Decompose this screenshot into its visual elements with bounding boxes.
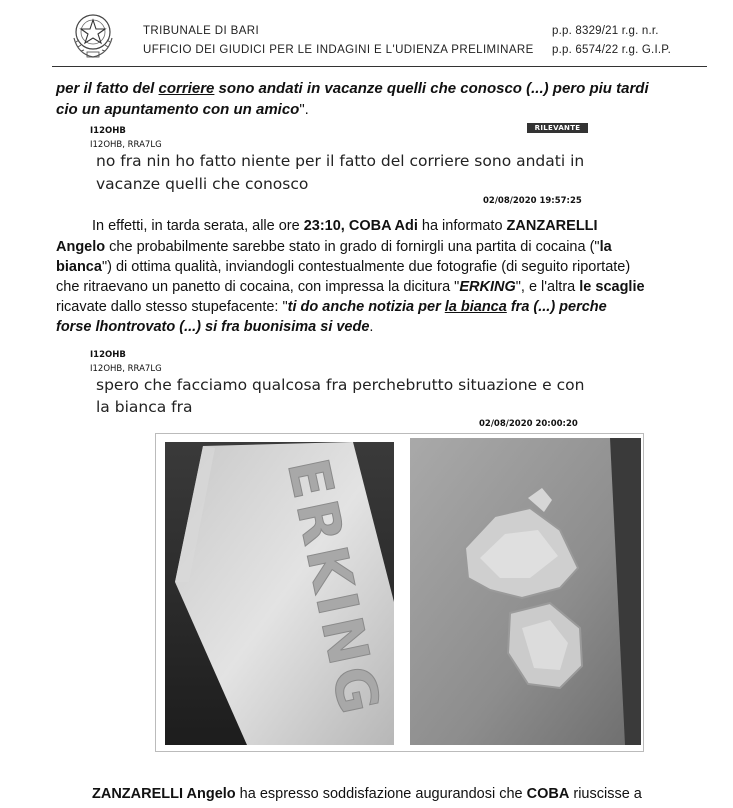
msg2-text-line-2: la bianca fra: [96, 398, 193, 416]
para1-line-1: In effetti, in tarda serata, alle ore 23:10, COBA Adi ha informato ZANZARELLI: [92, 218, 598, 234]
para1-line-3: bianca") di ottima qualità, inviandogli contestualmente due fotografie (di seguito riportate): [56, 259, 631, 275]
brick-image: [165, 442, 394, 745]
svg-text:ERKING: ERKING: [274, 453, 393, 724]
para1-line-5: ricavate dallo stesso stupefacente: "ti do anche notizia per la bianca fra (...) perche: [56, 299, 607, 315]
msg2-text-line-1: spero che facciamo qualcosa fra perchebrutto situazione e con: [96, 376, 585, 394]
quote-line-2: cio un apuntamento con un amico".: [56, 101, 309, 118]
msg1-text-line-2: vacanze quelli che conosco: [96, 175, 309, 193]
para2-line-1: ZANZARELLI Angelo ha espresso soddisfazione augurandosi che COBA riuscisse a: [92, 786, 642, 802]
quote-line-1: per il fatto del corriere sono andati in vacanze quelli che conosco (...) pero piu tardi: [56, 80, 649, 97]
msg2-timestamp: 02/08/2020 20:00:20: [479, 419, 578, 429]
msg2-recipients: I12OHB, RRA7LG: [90, 364, 162, 374]
msg1-timestamp: 02/08/2020 19:57:25: [483, 196, 582, 206]
relevant-badge: RILEVANTE: [527, 123, 588, 133]
para1-line-6: forse lhontrovato (...) si fra buonisima si vede.: [56, 319, 374, 335]
flakes-image: [410, 438, 641, 745]
case-number-gip: p.p. 6574/22 r.g. G.I.P.: [552, 44, 672, 56]
para1-line-4: che ritraevano un panetto di cocaina, con impressa la dicitura "ERKING", e l'altra le scaglie: [56, 279, 645, 295]
para1-line-2: Angelo che probabilmente sarebbe stato in grado di fornirgli una partita di cocaina ("la: [56, 239, 612, 255]
photo-cocaine-flakes: [410, 438, 641, 745]
msg1-text-line-1: no fra nin ho fatto niente per il fatto del corriere sono andati in: [96, 152, 585, 170]
photo-cocaine-brick: [165, 442, 394, 745]
office-name: UFFICIO DEI GIUDICI PER LE INDAGINI E L'UDIENZA PRELIMINARE: [143, 44, 534, 56]
court-name: TRIBUNALE DI BARI: [143, 25, 260, 37]
msg1-recipients: I12OHB, RRA7LG: [90, 140, 162, 150]
case-number-rgnr: p.p. 8329/21 r.g. n.r.: [552, 25, 659, 37]
header-rule: [52, 66, 707, 67]
msg1-sender: I12OHB: [90, 126, 126, 136]
italian-republic-emblem-icon: [68, 8, 118, 60]
msg2-sender: I12OHB: [90, 350, 126, 360]
